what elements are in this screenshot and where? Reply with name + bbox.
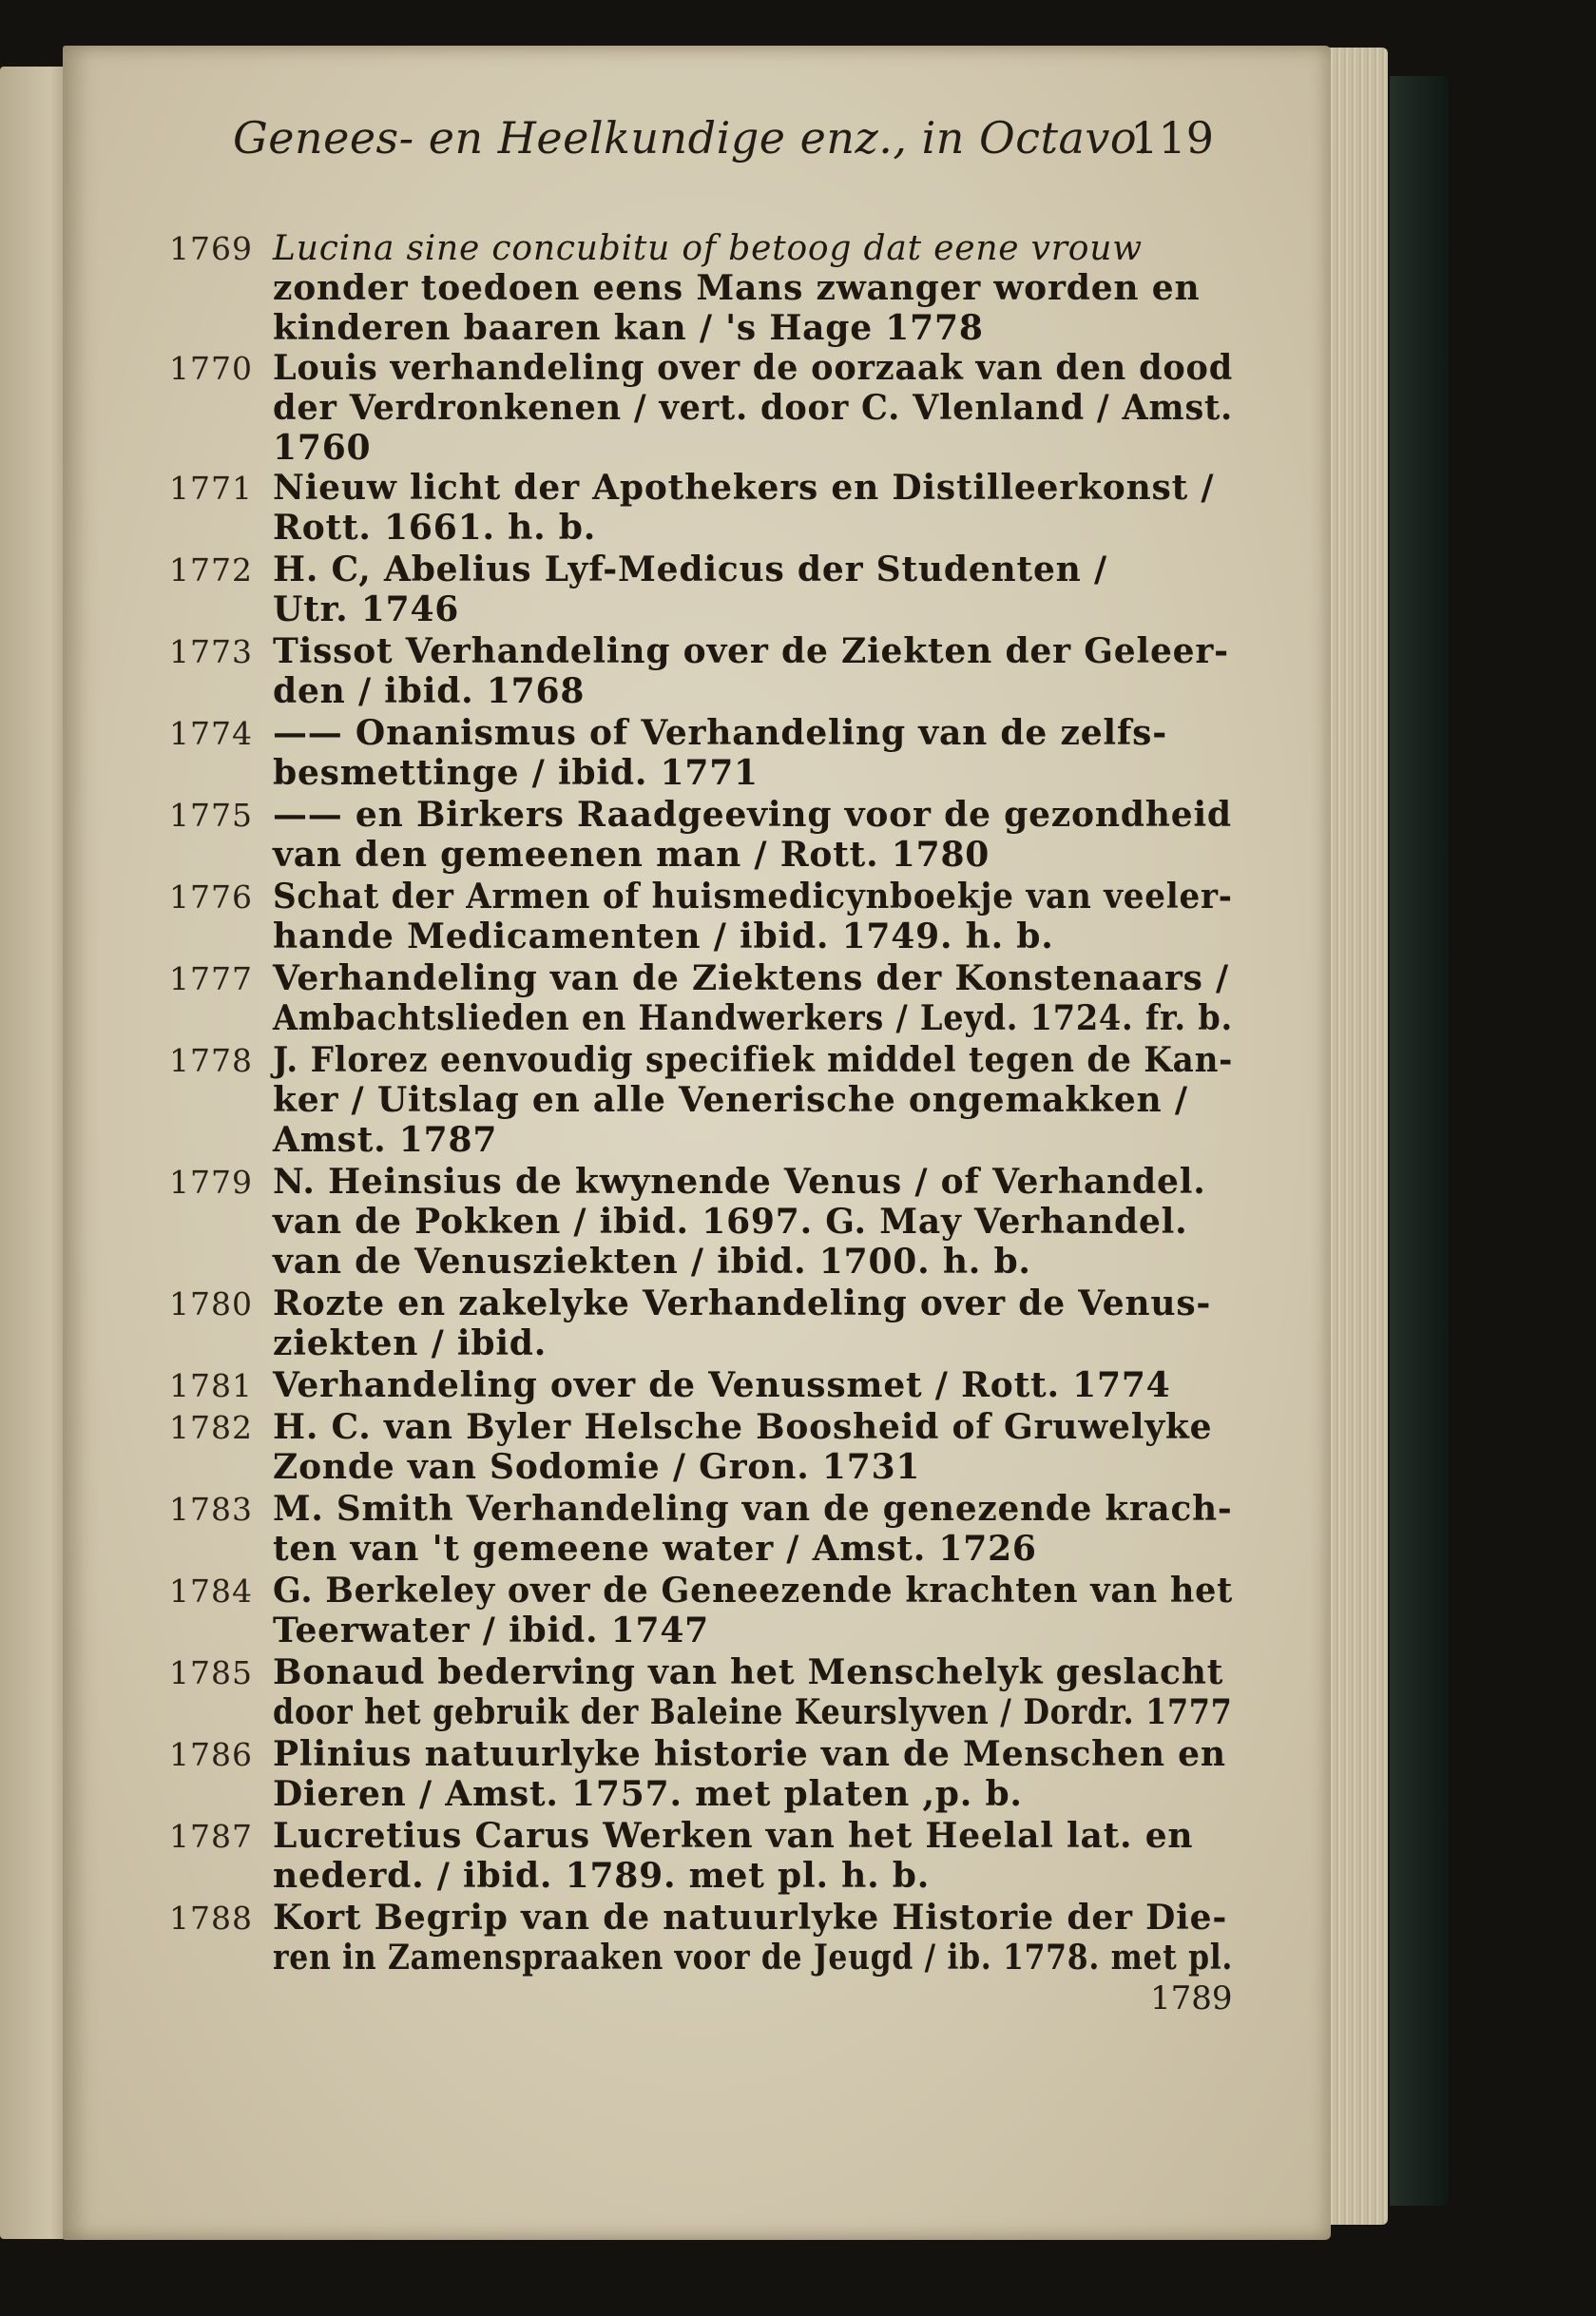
book-cover	[1390, 76, 1449, 2206]
entry-line: M. Smith Verhandeling van de genezende krach-	[273, 1489, 1233, 1529]
header-title: Genees- en Heelkundige enz., in Octavo.	[233, 112, 1151, 164]
entry-line: Louis verhandeling over de oorzaak van den dood	[273, 348, 1233, 388]
entry-line: 1760	[273, 428, 372, 468]
entry-line: Tissot Verhandeling over de Ziekten der Geleer-	[273, 631, 1229, 671]
lot-number: 1777	[169, 960, 253, 997]
entry-line-text: Lucina sine concubitu of betoog dat eene vrouw	[273, 229, 1143, 268]
entry-line: Rozte en zakelyke Verhandeling over de Venus-	[273, 1283, 1212, 1323]
entry-line: besmettinge / ibid. 1771	[273, 753, 759, 793]
entry-line: Kort Begrip van de natuurlyke Historie der Die-	[273, 1898, 1228, 1938]
entry-line: van den gemeenen man / Rott. 1780	[273, 835, 990, 875]
entry-line: —— Onanismus of Verhandeling van de zelfs-	[273, 713, 1167, 753]
entry-line: Dieren / Amst. 1757. met platen ,p. b.	[273, 1774, 1023, 1814]
entry-line: H. C. van Byler Helsche Boosheid of Gruwelyke	[273, 1407, 1213, 1447]
entry-line: nederd. / ibid. 1789. met pl. h. b.	[273, 1856, 931, 1896]
entry-line: kinderen baaren kan / 's Hage 1778	[273, 308, 984, 348]
entry-line: Verhandeling van de Ziektens der Konstenaars /	[273, 958, 1229, 998]
lot-number: 1787	[169, 1818, 253, 1855]
lot-number: 1786	[169, 1736, 253, 1773]
lot-number: 1776	[169, 878, 253, 916]
entry-line: J. Florez eenvoudig specifiek middel tegen de Kan-	[273, 1040, 1234, 1080]
lot-number: 1782	[169, 1409, 253, 1446]
lot-number: 1773	[169, 633, 253, 670]
entry-line: der Verdronkenen / vert. door C. Vlenland / Amst.	[273, 388, 1233, 428]
entry-line: H. C, Abelius Lyf-Medicus der Studenten /	[273, 550, 1107, 589]
entry-line: door het gebruik der Baleine Keurslyven / Dordr. 1777	[273, 1692, 1233, 1732]
entry-line: Nieuw licht der Apothekers en Distilleerkonst /	[273, 468, 1215, 508]
lot-number: 1783	[169, 1491, 253, 1528]
entry-line: Bonaud bederving van het Menschelyk geslacht	[273, 1652, 1224, 1692]
entry-line: den / ibid. 1768	[273, 671, 586, 711]
entry-line: Ambachtslieden en Handwerkers / Leyd. 1724. fr. b.	[273, 998, 1233, 1038]
entry-line: Plinius natuurlyke historie van de Menschen en	[273, 1734, 1226, 1774]
entry-line: —— en Birkers Raadgeeving voor de gezondheid	[273, 795, 1232, 835]
entry-line: N. Heinsius de kwynende Venus / of Verhandel.	[273, 1162, 1206, 1202]
entry-line: Lucretius Carus Werken van het Heelal lat. en	[273, 1816, 1194, 1856]
lot-number: 1779	[169, 1164, 253, 1201]
entry-line: G. Berkeley over de Geneezende krachten van het	[273, 1571, 1234, 1611]
lot-number: 1774	[169, 715, 253, 752]
lot-number: 1785	[169, 1654, 253, 1691]
running-header	[233, 112, 1231, 179]
entry-line: Amst. 1787	[273, 1120, 498, 1160]
lot-number: 1788	[169, 1900, 253, 1937]
lot-number: 1781	[169, 1367, 253, 1404]
lot-number: 1769	[169, 230, 253, 267]
page-number: 119	[1130, 112, 1214, 164]
entry-line: Rott. 1661. h. b.	[273, 508, 597, 548]
entry-line: ker / Uitslag en alle Venerische ongemakken /	[273, 1080, 1188, 1120]
entry-line: ren in Zamenspraaken voor de Jeugd / ib. 1778. met pl.	[273, 1938, 1234, 1978]
entry-line: Utr. 1746	[273, 589, 460, 629]
entry-line: Zonde van Sodomie / Gron. 1731	[273, 1447, 921, 1487]
lot-number: 1780	[169, 1285, 253, 1322]
entry-line	[273, 228, 1143, 268]
entry-line: van de Venusziekten / ibid. 1700. h. b.	[273, 1242, 1031, 1282]
catchword: 1789	[1150, 1979, 1233, 2017]
lot-number: 1770	[169, 350, 253, 387]
entry-line: hande Medicamenten / ibid. 1749. h. b.	[273, 917, 1054, 956]
lot-number: 1784	[169, 1573, 253, 1610]
entry-line: Verhandeling over de Venussmet / Rott. 1774	[273, 1365, 1171, 1405]
facing-page-edge	[0, 67, 72, 2239]
entry-line: Schat der Armen of huismedicynboekje van veeler-	[273, 877, 1233, 917]
lot-number: 1771	[169, 470, 253, 507]
lot-number: 1778	[169, 1042, 253, 1079]
entry-line: zonder toedoen eens Mans zwanger worden en	[273, 268, 1201, 308]
entry-line: ziekten / ibid.	[273, 1323, 548, 1363]
entry-line: Teerwater / ibid. 1747	[273, 1611, 710, 1650]
entry-line: ten van 't gemeene water / Amst. 1726	[273, 1529, 1037, 1569]
lot-number: 1772	[169, 551, 253, 589]
lot-number: 1775	[169, 797, 253, 834]
entry-line: van de Pokken / ibid. 1697. G. May Verhandel.	[273, 1202, 1188, 1242]
